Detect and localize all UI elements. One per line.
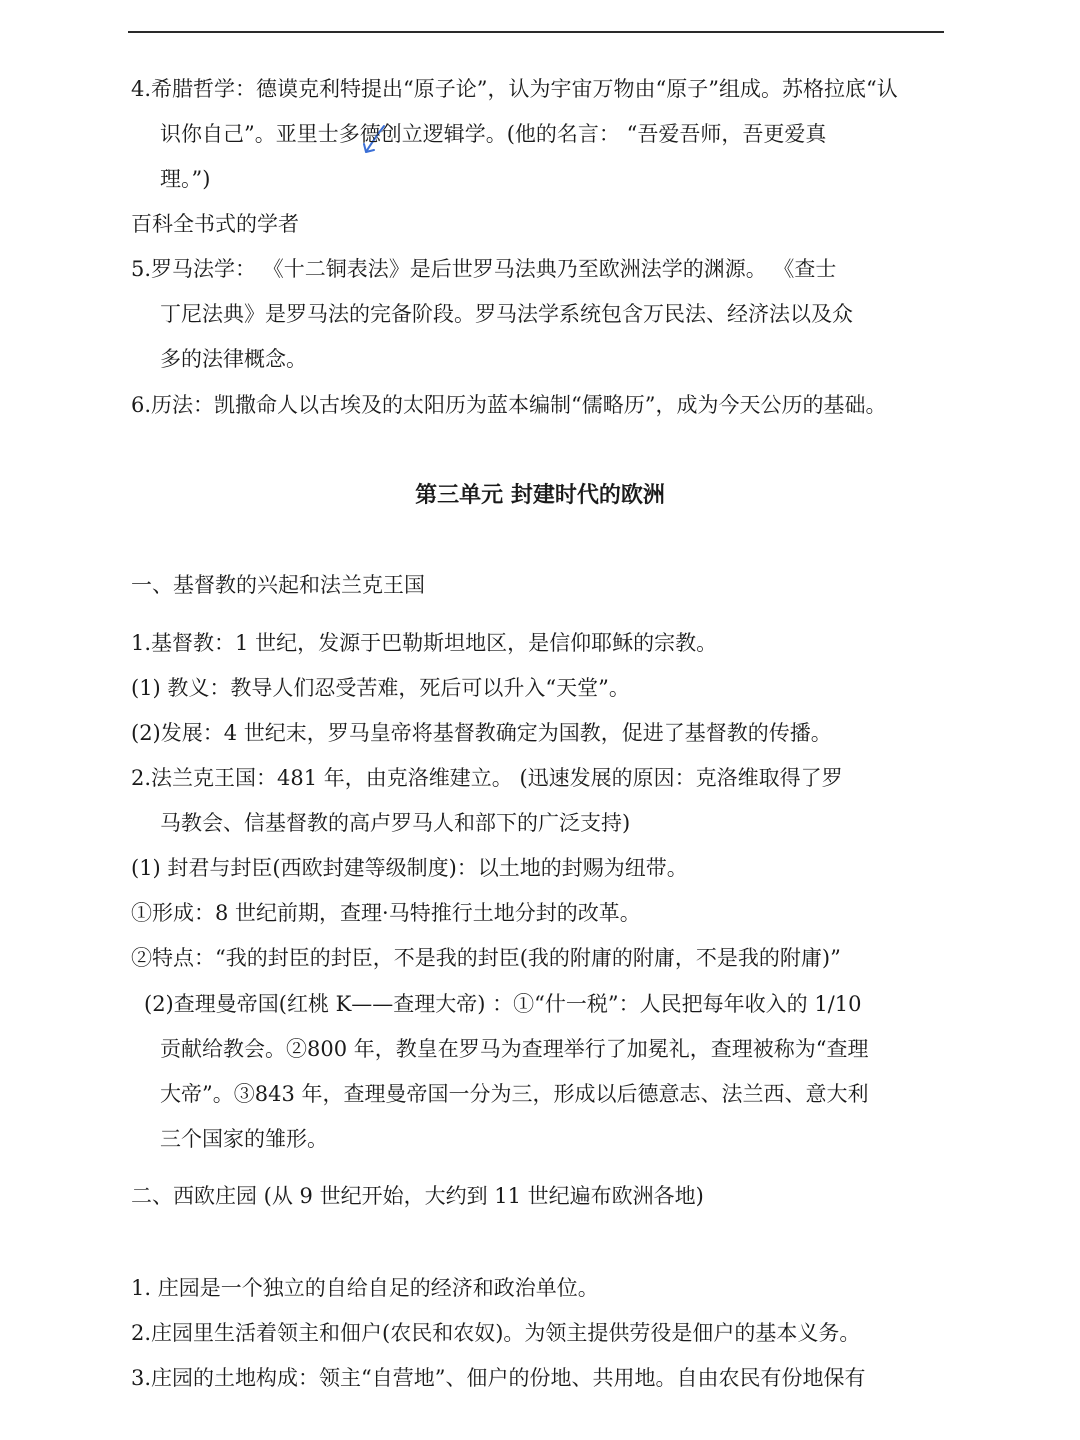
line-manor-3: 3.庄园的土地构成：领主“自营地”、佃户的份地、共用地。自由农民有份地保有 — [131, 1366, 866, 1390]
line-charlemagne-3: 大帝”。③843 年，查理曼帝国一分为三，形成以后德意志、法兰西、意大利 — [160, 1082, 869, 1106]
line-roman-law-2: 丁尼法典》是罗马法的完备阶段。罗马法学系统包含万民法、经济法以及众 — [160, 302, 853, 326]
line-calendar: 6.历法：凯撒命人以古埃及的太阳历为蓝本编制“儒略历”，成为今天公历的基础。 — [131, 393, 887, 417]
line-lord-vassal: (1) 封君与封臣(西欧封建等级制度)：以土地的封赐为纽带。 — [131, 856, 688, 880]
line-greek-philosophy-3: 理。”) — [160, 167, 211, 191]
line-doctrine: (1) 教义：教导人们忍受苦难，死后可以升入“天堂”。 — [131, 676, 630, 700]
line-manor-1: 1. 庄园是一个独立的自给自足的经济和政治单位。 — [131, 1276, 599, 1300]
line-feature: ②特点：“我的封臣的封臣，不是我的封臣(我的附庸的附庸，不是我的附庸)” — [131, 946, 841, 970]
line-greek-philosophy-1: 4.希腊哲学：德谟克利特提出“原子论”，认为宇宙万物由“原子”组成。苏格拉底“认 — [131, 77, 898, 101]
line-encyclopedic-scholar: 百科全书式的学者 — [131, 212, 299, 236]
line-frankish-kingdom-1: 2.法兰克王国：481 年，由克洛维建立。 (迅速发展的原因：克洛维取得了罗 — [131, 766, 843, 790]
section-heading-2: 二、西欧庄园 (从 9 世纪开始，大约到 11 世纪遍布欧洲各地) — [131, 1184, 704, 1208]
line-charlemagne-2: 贡献给教会。②800 年，教皇在罗马为查理举行了加冕礼，查理被称为“查理 — [160, 1037, 869, 1061]
line-roman-law-1: 5.罗马法学： 《十二铜表法》是后世罗马法典乃至欧洲法学的渊源。 《查士 — [131, 257, 837, 281]
line-frankish-kingdom-2: 马教会、信基督教的高卢罗马人和部下的广泛支持) — [160, 811, 631, 835]
line-formation: ①形成：8 世纪前期，查理·马特推行土地分封的改革。 — [131, 901, 641, 925]
line-greek-philosophy-2: 识你自己”。亚里士多德创立逻辑学。(他的名言： “吾爱吾师，吾更爱真 — [160, 122, 827, 146]
line-development: (2)发展：4 世纪末，罗马皇帝将基督教确定为国教，促进了基督教的传播。 — [131, 721, 832, 745]
unit-title: 第三单元 封建时代的欧洲 — [415, 482, 665, 508]
line-charlemagne-4: 三个国家的雏形。 — [160, 1127, 328, 1151]
top-rule — [128, 31, 944, 33]
line-roman-law-3: 多的法律概念。 — [160, 347, 307, 371]
line-christianity: 1.基督教：1 世纪，发源于巴勒斯坦地区，是信仰耶稣的宗教。 — [131, 631, 718, 655]
line-charlemagne-1: (2)查理曼帝国(红桃 K——查理大帝) ：①“什一税”：人民把每年收入的 1/10 — [144, 992, 862, 1016]
section-heading-1: 一、基督教的兴起和法兰克王国 — [131, 573, 425, 597]
line-manor-2: 2.庄园里生活着领主和佃户(农民和农奴)。为领主提供劳役是佃户的基本义务。 — [131, 1321, 861, 1345]
